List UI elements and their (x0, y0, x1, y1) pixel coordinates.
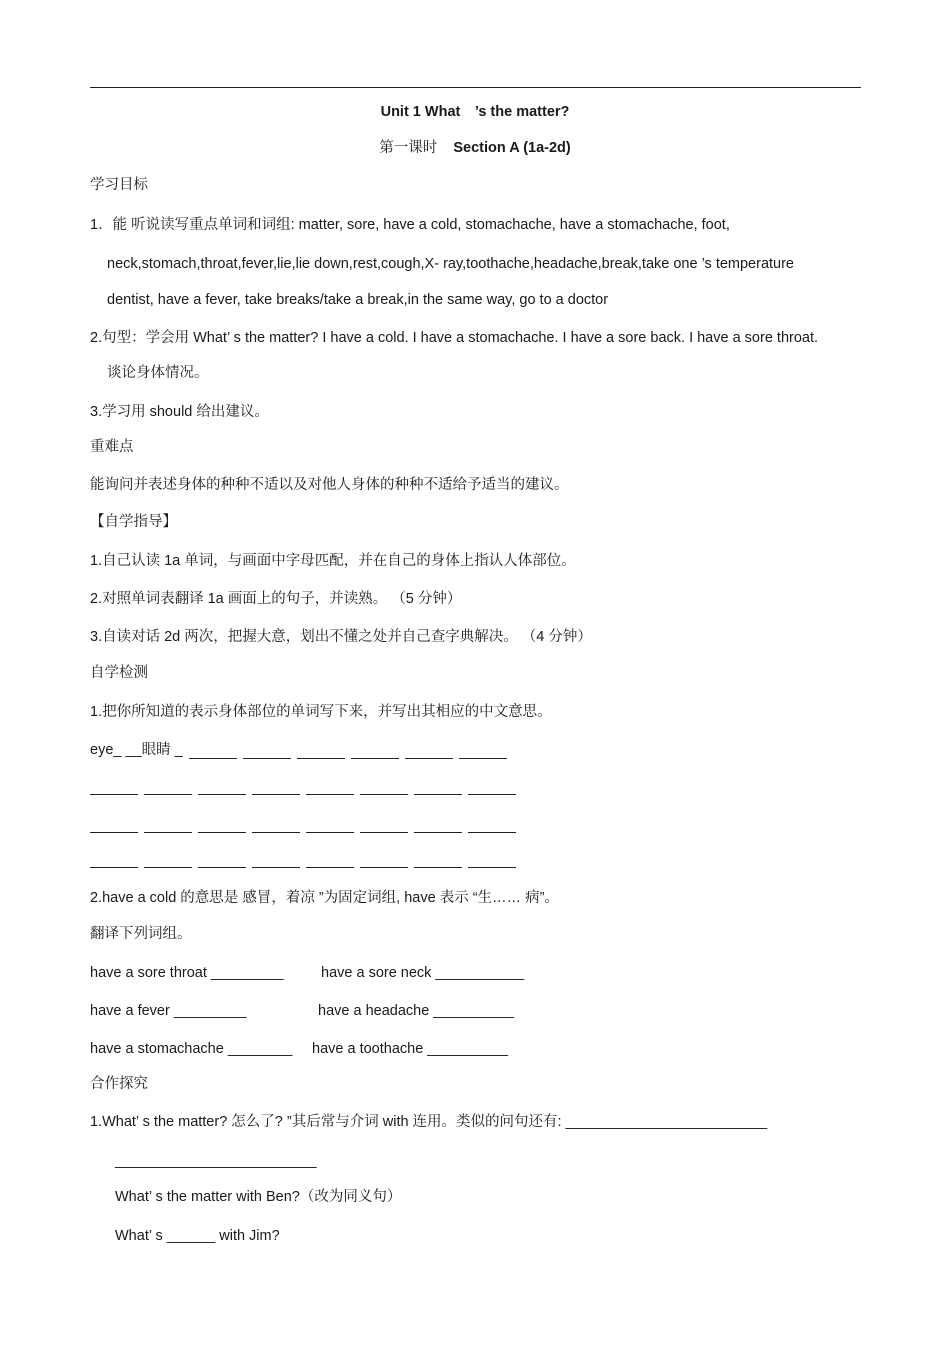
coop-2: What’ s the matter with Ben?（改为同义句） (115, 1189, 402, 1205)
answer-blank[interactable] (360, 780, 408, 795)
guide-3: 3.自读对话 2d 两次，把握大意，划出不懂之处并自己查字典解决。 （4 分钟） (90, 629, 592, 645)
eye-blank-row (90, 741, 507, 759)
answer-blank[interactable] (252, 780, 300, 795)
answer-blank[interactable] (90, 853, 138, 868)
guide-1: 1.自己认读 1a 单词，与画面中字母匹配，并在自己的身体上指认人体部位。 (90, 553, 576, 569)
answer-blank[interactable] (414, 780, 462, 795)
check-1: 1.把你所知道的表示身体部位的单词写下来，并写出其相应的中文意思。 (90, 704, 552, 720)
answer-blank[interactable] (468, 818, 516, 833)
subtitle-en: Section A (1a-2d) (453, 140, 571, 156)
guide-2: 2.对照单词表翻译 1a 画面上的句子，并读熟。 （5 分钟） (90, 591, 462, 607)
answer-blank[interactable] (360, 818, 408, 833)
answer-blank[interactable] (144, 853, 192, 868)
section-subtitle (0, 139, 950, 157)
answer-blank[interactable] (306, 780, 354, 795)
answer-blank[interactable] (306, 853, 354, 868)
header-rule (90, 87, 861, 88)
blank-row-3 (90, 818, 516, 833)
eye-example: eye_ __眼睛 _ (90, 742, 183, 758)
answer-blank[interactable] (459, 744, 507, 759)
answer-blank[interactable] (414, 853, 462, 868)
phrase-2: have a sore neck ___________ (321, 965, 525, 981)
goal-2-line-b: 谈论身体情况。 (107, 365, 209, 381)
answer-blank[interactable] (252, 853, 300, 868)
phrase-1: have a sore throat _________ (90, 965, 284, 981)
answer-blank[interactable] (360, 853, 408, 868)
coop-3: What’ s ______ with Jim? (115, 1228, 280, 1244)
unit-title: Unit 1 What ’s the matter? (380, 104, 570, 120)
answer-blank[interactable] (468, 780, 516, 795)
coop-1-continuation: _________________________ (115, 1153, 317, 1169)
answer-blank[interactable] (90, 780, 138, 795)
check-2: 2.have a cold 的意思是 感冒，着凉 ”为固定词组, have 表示 “生…… 病”。 (90, 890, 559, 906)
answer-blank[interactable] (351, 744, 399, 759)
answer-blank[interactable] (90, 818, 138, 833)
answer-blank[interactable] (198, 853, 246, 868)
coop-1: 1.What’ s the matter? 怎么了? ”其后常与介词 with 连用。类似的问句还有: _________________________ (90, 1114, 768, 1130)
answer-blank[interactable] (468, 853, 516, 868)
phrase-5: have a stomachache ________ (90, 1041, 293, 1057)
blank-row-4 (90, 853, 516, 868)
blank-row-2 (90, 780, 516, 795)
answer-blank[interactable] (297, 744, 345, 759)
answer-blank[interactable] (144, 818, 192, 833)
goal-1-line-c: dentist, have a fever, take breaks/take a break,in the same way, go to a doctor (107, 292, 609, 308)
answer-blank[interactable] (252, 818, 300, 833)
phrase-4: have a headache __________ (318, 1003, 514, 1019)
answer-blank[interactable] (198, 818, 246, 833)
answer-blank[interactable] (405, 744, 453, 759)
answer-blank[interactable] (414, 818, 462, 833)
translate-heading: 翻译下列词组。 (90, 926, 192, 942)
coop-heading: 合作探究 (90, 1076, 148, 1092)
subtitle-cn: 第一课时 (379, 140, 438, 156)
goal-2-line-a: 2.句型：学会用 What’ s the matter? I have a cold. I have a stomachache. I have a sore back. I have a sore throat. (90, 330, 819, 346)
check-heading: 自学检测 (90, 665, 148, 681)
goal-3: 3.学习用 should 给出建议。 (90, 404, 269, 420)
goals-heading: 学习目标 (90, 177, 148, 193)
answer-blank[interactable] (189, 744, 237, 759)
answer-blank[interactable] (144, 780, 192, 795)
phrase-3: have a fever _________ (90, 1003, 247, 1019)
phrase-6: have a toothache __________ (312, 1041, 508, 1057)
goal-1-line-b: neck,stomach,throat,fever,lie,lie down,rest,cough,X- ray,toothache,headache,break,take one ’s temperature (107, 256, 795, 272)
goal-1-line-a: 1．能 听说读写重点单词和词组: matter, sore, have a cold, stomachache, have a stomachache, foot, (90, 217, 730, 233)
guide-heading: 【自学指导】 (90, 514, 177, 530)
answer-blank[interactable] (306, 818, 354, 833)
key-heading: 重难点 (90, 439, 134, 455)
key-text: 能询问并表述身体的种种不适以及对他人身体的种种不适给予适当的建议。 (90, 477, 569, 493)
answer-blank[interactable] (198, 780, 246, 795)
answer-blank[interactable] (243, 744, 291, 759)
